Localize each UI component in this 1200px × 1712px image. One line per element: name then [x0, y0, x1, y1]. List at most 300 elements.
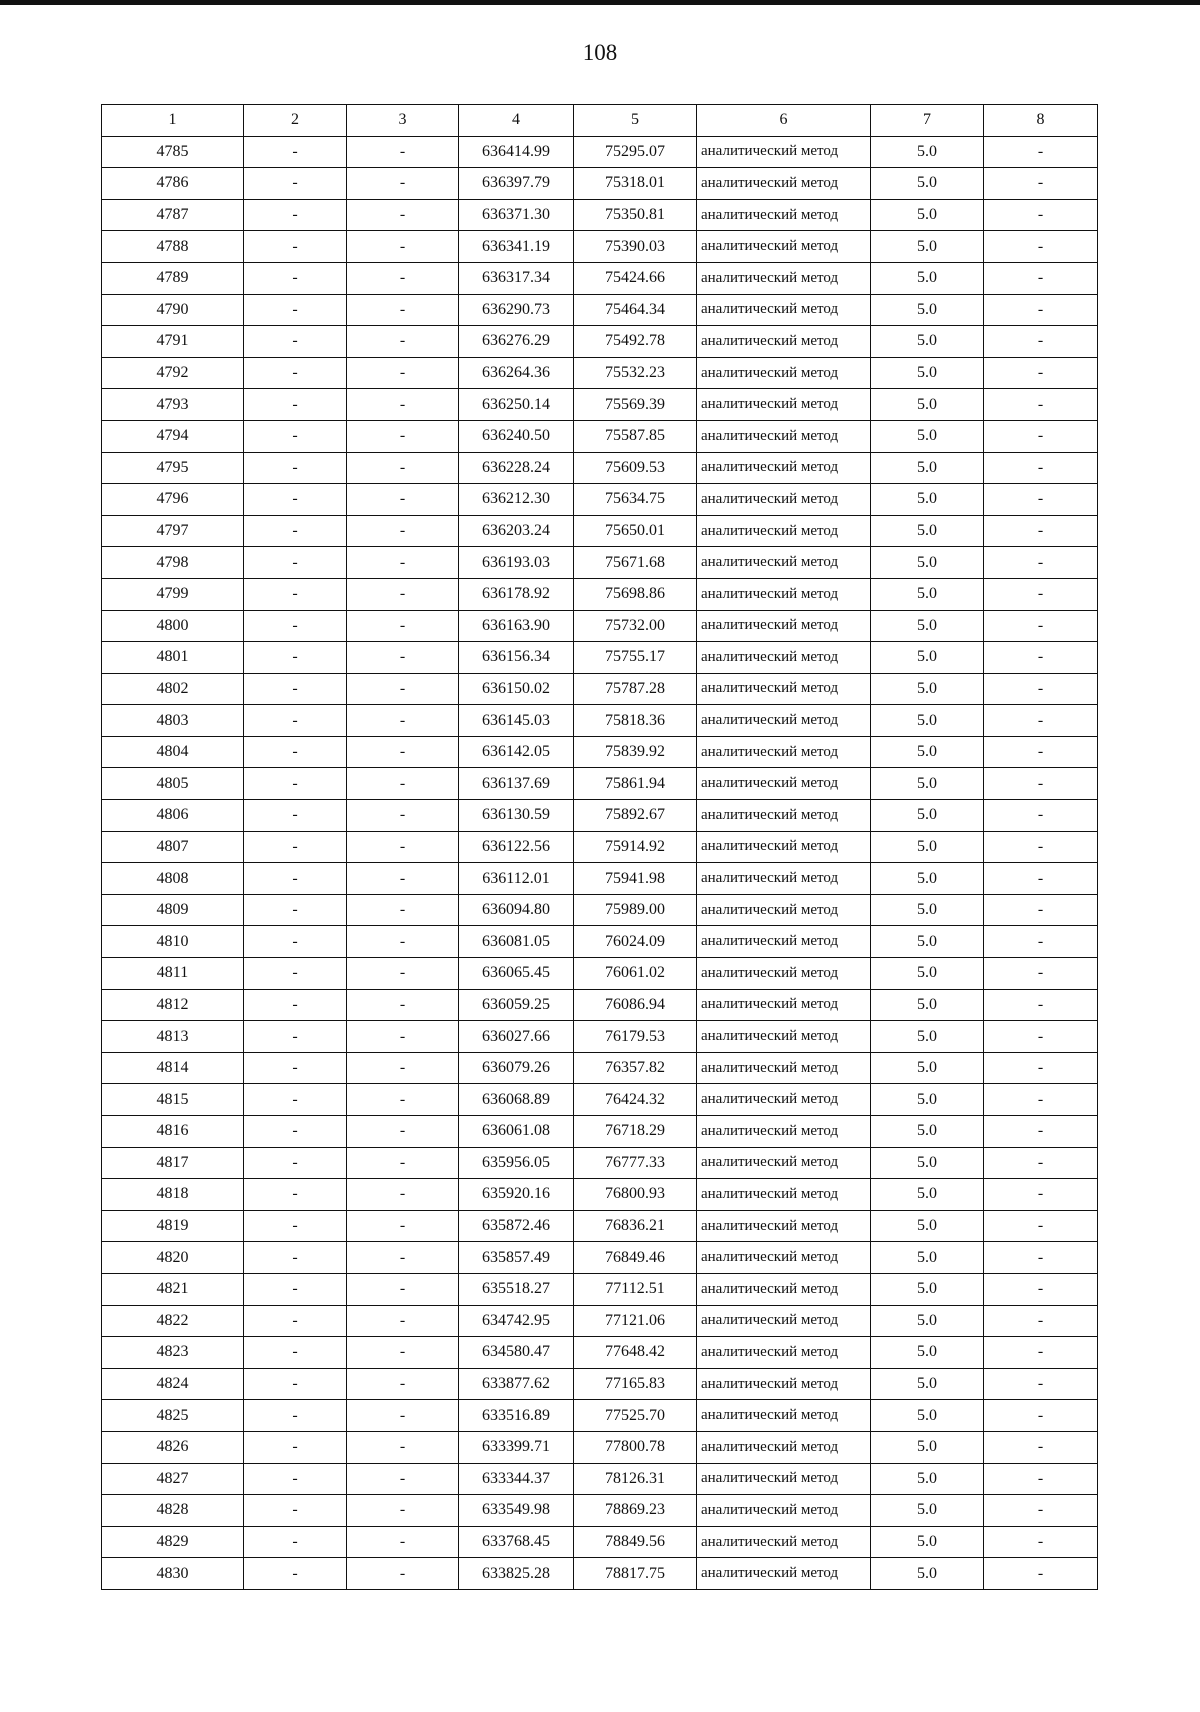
x-coordinate: 634742.95 — [459, 1305, 574, 1337]
accuracy-cell: 5.0 — [871, 1084, 984, 1116]
y-coordinate: 75609.53 — [574, 452, 697, 484]
column-2-cell: - — [244, 357, 347, 389]
method-cell: аналитический метод — [697, 420, 871, 452]
column-3-cell: - — [347, 705, 459, 737]
accuracy-cell: 5.0 — [871, 705, 984, 737]
column-3-cell: - — [347, 168, 459, 200]
method-cell: аналитический метод — [697, 199, 871, 231]
table-row — [102, 1337, 1098, 1369]
column-8-cell: - — [984, 958, 1098, 990]
column-8-cell: - — [984, 1179, 1098, 1211]
y-coordinate: 75732.00 — [574, 610, 697, 642]
y-coordinate: 75569.39 — [574, 389, 697, 421]
column-3-cell: - — [347, 231, 459, 263]
column-2-cell: - — [244, 1368, 347, 1400]
point-number: 4825 — [102, 1400, 244, 1432]
column-2-cell: - — [244, 1463, 347, 1495]
point-number: 4806 — [102, 800, 244, 832]
method-cell: аналитический метод — [697, 958, 871, 990]
column-header: 5 — [574, 105, 697, 137]
y-coordinate: 76086.94 — [574, 989, 697, 1021]
accuracy-cell: 5.0 — [871, 926, 984, 958]
method-cell: аналитический метод — [697, 1242, 871, 1274]
point-number: 4830 — [102, 1558, 244, 1590]
table-row — [102, 1210, 1098, 1242]
column-8-cell: - — [984, 610, 1098, 642]
y-coordinate: 76849.46 — [574, 1242, 697, 1274]
table-row — [102, 768, 1098, 800]
accuracy-cell: 5.0 — [871, 262, 984, 294]
coordinates-table — [101, 104, 1098, 1590]
y-coordinate: 75532.23 — [574, 357, 697, 389]
point-number: 4829 — [102, 1526, 244, 1558]
column-3-cell: - — [347, 989, 459, 1021]
x-coordinate: 636150.02 — [459, 673, 574, 705]
point-number: 4804 — [102, 736, 244, 768]
table-header — [102, 105, 1098, 137]
column-3-cell: - — [347, 294, 459, 326]
y-coordinate: 78126.31 — [574, 1463, 697, 1495]
column-8-cell: - — [984, 578, 1098, 610]
column-2-cell: - — [244, 389, 347, 421]
column-header: 4 — [459, 105, 574, 137]
column-3-cell: - — [347, 420, 459, 452]
y-coordinate: 76179.53 — [574, 1021, 697, 1053]
y-coordinate: 75650.01 — [574, 515, 697, 547]
x-coordinate: 636112.01 — [459, 863, 574, 895]
column-3-cell: - — [347, 547, 459, 579]
column-8-cell: - — [984, 705, 1098, 737]
column-3-cell: - — [347, 484, 459, 516]
column-3-cell: - — [347, 800, 459, 832]
accuracy-cell: 5.0 — [871, 1021, 984, 1053]
accuracy-cell: 5.0 — [871, 1337, 984, 1369]
column-3-cell: - — [347, 262, 459, 294]
accuracy-cell: 5.0 — [871, 1210, 984, 1242]
method-cell: аналитический метод — [697, 168, 871, 200]
column-2-cell: - — [244, 262, 347, 294]
accuracy-cell: 5.0 — [871, 136, 984, 168]
column-2-cell: - — [244, 1147, 347, 1179]
table-row — [102, 610, 1098, 642]
y-coordinate: 78869.23 — [574, 1495, 697, 1527]
x-coordinate: 636068.89 — [459, 1084, 574, 1116]
column-8-cell: - — [984, 1495, 1098, 1527]
column-2-cell: - — [244, 1431, 347, 1463]
column-3-cell: - — [347, 736, 459, 768]
method-cell: аналитический метод — [697, 1400, 871, 1432]
accuracy-cell: 5.0 — [871, 1147, 984, 1179]
x-coordinate: 636079.26 — [459, 1052, 574, 1084]
column-8-cell: - — [984, 1273, 1098, 1305]
accuracy-cell: 5.0 — [871, 452, 984, 484]
column-8-cell: - — [984, 1116, 1098, 1148]
method-cell: аналитический метод — [697, 1526, 871, 1558]
y-coordinate: 75634.75 — [574, 484, 697, 516]
table-row — [102, 1273, 1098, 1305]
column-2-cell: - — [244, 768, 347, 800]
column-8-cell: - — [984, 989, 1098, 1021]
column-8-cell: - — [984, 863, 1098, 895]
accuracy-cell: 5.0 — [871, 578, 984, 610]
table-row — [102, 958, 1098, 990]
header-row — [102, 105, 1098, 137]
accuracy-cell: 5.0 — [871, 357, 984, 389]
point-number: 4809 — [102, 894, 244, 926]
column-2-cell: - — [244, 1052, 347, 1084]
column-8-cell: - — [984, 736, 1098, 768]
column-2-cell: - — [244, 1558, 347, 1590]
column-3-cell: - — [347, 1495, 459, 1527]
column-3-cell: - — [347, 326, 459, 358]
column-header: 3 — [347, 105, 459, 137]
column-3-cell: - — [347, 642, 459, 674]
column-3-cell: - — [347, 389, 459, 421]
x-coordinate: 634580.47 — [459, 1337, 574, 1369]
column-3-cell: - — [347, 1084, 459, 1116]
column-2-cell: - — [244, 1242, 347, 1274]
x-coordinate: 633399.71 — [459, 1431, 574, 1463]
y-coordinate: 77800.78 — [574, 1431, 697, 1463]
table-row — [102, 1052, 1098, 1084]
column-8-cell: - — [984, 136, 1098, 168]
method-cell: аналитический метод — [697, 894, 871, 926]
point-number: 4801 — [102, 642, 244, 674]
point-number: 4817 — [102, 1147, 244, 1179]
point-number: 4786 — [102, 168, 244, 200]
accuracy-cell: 5.0 — [871, 989, 984, 1021]
method-cell: аналитический метод — [697, 294, 871, 326]
column-3-cell: - — [347, 610, 459, 642]
x-coordinate: 636414.99 — [459, 136, 574, 168]
table-row — [102, 547, 1098, 579]
y-coordinate: 76061.02 — [574, 958, 697, 990]
point-number: 4800 — [102, 610, 244, 642]
x-coordinate: 636203.24 — [459, 515, 574, 547]
point-number: 4820 — [102, 1242, 244, 1274]
point-number: 4826 — [102, 1431, 244, 1463]
column-3-cell: - — [347, 199, 459, 231]
method-cell: аналитический метод — [697, 1273, 871, 1305]
column-2-cell: - — [244, 705, 347, 737]
method-cell: аналитический метод — [697, 1305, 871, 1337]
column-8-cell: - — [984, 1242, 1098, 1274]
table-row — [102, 705, 1098, 737]
y-coordinate: 76718.29 — [574, 1116, 697, 1148]
x-coordinate: 636240.50 — [459, 420, 574, 452]
point-number: 4785 — [102, 136, 244, 168]
table-row — [102, 294, 1098, 326]
table-row — [102, 199, 1098, 231]
column-8-cell: - — [984, 673, 1098, 705]
x-coordinate: 636371.30 — [459, 199, 574, 231]
column-2-cell: - — [244, 1495, 347, 1527]
column-2-cell: - — [244, 420, 347, 452]
table-row — [102, 1147, 1098, 1179]
y-coordinate: 76800.93 — [574, 1179, 697, 1211]
y-coordinate: 76836.21 — [574, 1210, 697, 1242]
table-row — [102, 1400, 1098, 1432]
column-2-cell: - — [244, 452, 347, 484]
column-8-cell: - — [984, 894, 1098, 926]
x-coordinate: 636317.34 — [459, 262, 574, 294]
accuracy-cell: 5.0 — [871, 894, 984, 926]
accuracy-cell: 5.0 — [871, 1558, 984, 1590]
method-cell: аналитический метод — [697, 1210, 871, 1242]
method-cell: аналитический метод — [697, 831, 871, 863]
x-coordinate: 635920.16 — [459, 1179, 574, 1211]
accuracy-cell: 5.0 — [871, 420, 984, 452]
table-row — [102, 800, 1098, 832]
column-2-cell: - — [244, 168, 347, 200]
column-2-cell: - — [244, 1084, 347, 1116]
point-number: 4788 — [102, 231, 244, 263]
y-coordinate: 75587.85 — [574, 420, 697, 452]
table-row — [102, 231, 1098, 263]
y-coordinate: 75698.86 — [574, 578, 697, 610]
column-2-cell: - — [244, 863, 347, 895]
y-coordinate: 77112.51 — [574, 1273, 697, 1305]
column-8-cell: - — [984, 1052, 1098, 1084]
method-cell: аналитический метод — [697, 484, 871, 516]
accuracy-cell: 5.0 — [871, 515, 984, 547]
method-cell: аналитический метод — [697, 642, 871, 674]
method-cell: аналитический метод — [697, 1084, 871, 1116]
method-cell: аналитический метод — [697, 610, 871, 642]
column-3-cell: - — [347, 1431, 459, 1463]
y-coordinate: 77121.06 — [574, 1305, 697, 1337]
table-row — [102, 357, 1098, 389]
table-row — [102, 1084, 1098, 1116]
accuracy-cell: 5.0 — [871, 1368, 984, 1400]
x-coordinate: 636059.25 — [459, 989, 574, 1021]
column-2-cell: - — [244, 894, 347, 926]
column-2-cell: - — [244, 989, 347, 1021]
point-number: 4819 — [102, 1210, 244, 1242]
method-cell: аналитический метод — [697, 800, 871, 832]
column-3-cell: - — [347, 1242, 459, 1274]
column-3-cell: - — [347, 673, 459, 705]
x-coordinate: 633549.98 — [459, 1495, 574, 1527]
point-number: 4796 — [102, 484, 244, 516]
point-number: 4812 — [102, 989, 244, 1021]
column-8-cell: - — [984, 389, 1098, 421]
method-cell: аналитический метод — [697, 736, 871, 768]
table-row — [102, 1431, 1098, 1463]
method-cell: аналитический метод — [697, 326, 871, 358]
column-8-cell: - — [984, 926, 1098, 958]
x-coordinate: 636341.19 — [459, 231, 574, 263]
x-coordinate: 636397.79 — [459, 168, 574, 200]
accuracy-cell: 5.0 — [871, 673, 984, 705]
y-coordinate: 75787.28 — [574, 673, 697, 705]
point-number: 4790 — [102, 294, 244, 326]
column-8-cell: - — [984, 1463, 1098, 1495]
accuracy-cell: 5.0 — [871, 231, 984, 263]
x-coordinate: 636276.29 — [459, 326, 574, 358]
column-8-cell: - — [984, 547, 1098, 579]
column-3-cell: - — [347, 1305, 459, 1337]
column-3-cell: - — [347, 1400, 459, 1432]
accuracy-cell: 5.0 — [871, 1400, 984, 1432]
point-number: 4803 — [102, 705, 244, 737]
top-border-rule — [0, 0, 1200, 5]
column-3-cell: - — [347, 578, 459, 610]
table-row — [102, 989, 1098, 1021]
column-8-cell: - — [984, 168, 1098, 200]
column-2-cell: - — [244, 1021, 347, 1053]
column-3-cell: - — [347, 894, 459, 926]
method-cell: аналитический метод — [697, 989, 871, 1021]
y-coordinate: 75295.07 — [574, 136, 697, 168]
accuracy-cell: 5.0 — [871, 199, 984, 231]
column-header: 7 — [871, 105, 984, 137]
method-cell: аналитический метод — [697, 1463, 871, 1495]
y-coordinate: 77525.70 — [574, 1400, 697, 1432]
x-coordinate: 636145.03 — [459, 705, 574, 737]
x-coordinate: 636142.05 — [459, 736, 574, 768]
accuracy-cell: 5.0 — [871, 1273, 984, 1305]
y-coordinate: 75318.01 — [574, 168, 697, 200]
point-number: 4824 — [102, 1368, 244, 1400]
column-8-cell: - — [984, 642, 1098, 674]
table-row — [102, 926, 1098, 958]
table-row — [102, 1526, 1098, 1558]
x-coordinate: 636178.92 — [459, 578, 574, 610]
column-3-cell: - — [347, 1368, 459, 1400]
method-cell: аналитический метод — [697, 1558, 871, 1590]
table-row — [102, 673, 1098, 705]
accuracy-cell: 5.0 — [871, 768, 984, 800]
table-row — [102, 894, 1098, 926]
table-row — [102, 1558, 1098, 1590]
y-coordinate: 75892.67 — [574, 800, 697, 832]
column-8-cell: - — [984, 294, 1098, 326]
column-2-cell: - — [244, 1337, 347, 1369]
column-8-cell: - — [984, 231, 1098, 263]
method-cell: аналитический метод — [697, 705, 871, 737]
column-8-cell: - — [984, 1021, 1098, 1053]
column-3-cell: - — [347, 1558, 459, 1590]
method-cell: аналитический метод — [697, 1116, 871, 1148]
y-coordinate: 76424.32 — [574, 1084, 697, 1116]
point-number: 4798 — [102, 547, 244, 579]
accuracy-cell: 5.0 — [871, 294, 984, 326]
method-cell: аналитический метод — [697, 863, 871, 895]
page-number: 108 — [582, 40, 618, 65]
x-coordinate: 633344.37 — [459, 1463, 574, 1495]
column-3-cell: - — [347, 926, 459, 958]
accuracy-cell: 5.0 — [871, 610, 984, 642]
column-2-cell: - — [244, 294, 347, 326]
column-3-cell: - — [347, 136, 459, 168]
method-cell: аналитический метод — [697, 1368, 871, 1400]
point-number: 4794 — [102, 420, 244, 452]
y-coordinate: 75989.00 — [574, 894, 697, 926]
column-2-cell: - — [244, 673, 347, 705]
method-cell: аналитический метод — [697, 136, 871, 168]
point-number: 4818 — [102, 1179, 244, 1211]
y-coordinate: 75861.94 — [574, 768, 697, 800]
column-3-cell: - — [347, 863, 459, 895]
accuracy-cell: 5.0 — [871, 168, 984, 200]
table-row — [102, 136, 1098, 168]
point-number: 4787 — [102, 199, 244, 231]
column-3-cell: - — [347, 515, 459, 547]
column-2-cell: - — [244, 1210, 347, 1242]
x-coordinate: 635872.46 — [459, 1210, 574, 1242]
x-coordinate: 635857.49 — [459, 1242, 574, 1274]
column-2-cell: - — [244, 515, 347, 547]
point-number: 4805 — [102, 768, 244, 800]
column-8-cell: - — [984, 1147, 1098, 1179]
method-cell: аналитический метод — [697, 673, 871, 705]
column-2-cell: - — [244, 136, 347, 168]
y-coordinate: 75914.92 — [574, 831, 697, 863]
accuracy-cell: 5.0 — [871, 863, 984, 895]
table-row — [102, 1021, 1098, 1053]
x-coordinate: 636122.56 — [459, 831, 574, 863]
table-row — [102, 1495, 1098, 1527]
column-8-cell: - — [984, 357, 1098, 389]
method-cell: аналитический метод — [697, 547, 871, 579]
point-number: 4827 — [102, 1463, 244, 1495]
accuracy-cell: 5.0 — [871, 1495, 984, 1527]
column-2-cell: - — [244, 958, 347, 990]
column-3-cell: - — [347, 1147, 459, 1179]
table-row — [102, 420, 1098, 452]
column-8-cell: - — [984, 420, 1098, 452]
column-8-cell: - — [984, 831, 1098, 863]
table-row — [102, 168, 1098, 200]
point-number: 4823 — [102, 1337, 244, 1369]
column-2-cell: - — [244, 547, 347, 579]
y-coordinate: 75671.68 — [574, 547, 697, 579]
column-header: 2 — [244, 105, 347, 137]
column-8-cell: - — [984, 515, 1098, 547]
column-3-cell: - — [347, 1526, 459, 1558]
column-2-cell: - — [244, 484, 347, 516]
accuracy-cell: 5.0 — [871, 326, 984, 358]
table-row — [102, 1368, 1098, 1400]
method-cell: аналитический метод — [697, 1337, 871, 1369]
accuracy-cell: 5.0 — [871, 547, 984, 579]
column-8-cell: - — [984, 800, 1098, 832]
table-body — [102, 136, 1098, 1589]
accuracy-cell: 5.0 — [871, 1116, 984, 1148]
column-header: 8 — [984, 105, 1098, 137]
table-row — [102, 262, 1098, 294]
x-coordinate: 633768.45 — [459, 1526, 574, 1558]
point-number: 4807 — [102, 831, 244, 863]
column-2-cell: - — [244, 926, 347, 958]
column-8-cell: - — [984, 1084, 1098, 1116]
point-number: 4792 — [102, 357, 244, 389]
column-2-cell: - — [244, 578, 347, 610]
column-2-cell: - — [244, 1273, 347, 1305]
table-row — [102, 578, 1098, 610]
table-row — [102, 1305, 1098, 1337]
table-row — [102, 1116, 1098, 1148]
column-2-cell: - — [244, 610, 347, 642]
y-coordinate: 75350.81 — [574, 199, 697, 231]
column-2-cell: - — [244, 831, 347, 863]
column-2-cell: - — [244, 1179, 347, 1211]
table-row — [102, 863, 1098, 895]
column-3-cell: - — [347, 768, 459, 800]
x-coordinate: 636264.36 — [459, 357, 574, 389]
y-coordinate: 75941.98 — [574, 863, 697, 895]
